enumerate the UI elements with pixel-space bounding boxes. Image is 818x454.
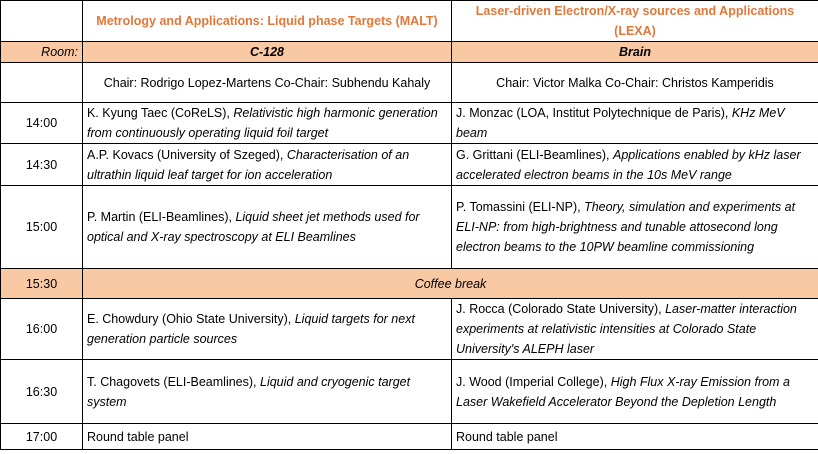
speaker: J. Rocca (Colorado State University), <box>456 302 666 316</box>
talk-title: Liquid and cryogenic target system <box>87 374 411 409</box>
slot-row <box>1 186 818 269</box>
talk-title: KHz MeV beam <box>456 106 785 140</box>
chair-right: Chair: Victor Malka Co-Chair: Christos Kamperidis <box>452 63 818 103</box>
closing-left: Round table panel <box>83 424 452 450</box>
talk-title: High Flux X-ray Emission from a Laser Wakefield Accelerator Beyond the Depletion Length <box>456 374 790 409</box>
room-left: C-128 <box>83 42 452 63</box>
chair-left: Chair: Rodrigo Lopez-Martens Co-Chair: Subhendu Kahaly <box>83 63 452 103</box>
talk-right <box>452 186 818 269</box>
corner-cell <box>1 1 83 42</box>
talk-right <box>452 144 818 186</box>
talk-left <box>83 103 452 144</box>
coffee-time: 15:30 <box>1 269 83 299</box>
coffee-break-label: Coffee break <box>83 269 818 299</box>
slot-time: 16:30 <box>1 360 83 424</box>
slot-row <box>1 103 818 144</box>
talk-title: Characterisation of an ultrathin liquid leaf target for ion acceleration <box>87 147 410 182</box>
slot-row <box>1 299 818 360</box>
speaker: J. Monzac (LOA, Institut Polytechnique de Paris), <box>456 106 732 120</box>
talk-right <box>452 360 818 424</box>
talk-title: Liquid targets for next generation particle sources <box>87 312 415 346</box>
room-right: Brain <box>452 42 818 63</box>
coffee-row <box>1 269 818 299</box>
speaker: P. Martin (ELI-Beamlines), <box>87 210 236 224</box>
talk-right <box>452 299 818 360</box>
talk-left <box>83 186 452 269</box>
talk-left <box>83 144 452 186</box>
slot-time: 14:00 <box>1 103 83 144</box>
talk-title: Relativistic high harmonic generation from continuously operating liquid foil target <box>87 106 438 140</box>
speaker: J. Wood (Imperial College), <box>456 374 611 389</box>
slot-row <box>1 144 818 186</box>
talk-title: Applications enabled by kHz laser accelerated electron beams in the 10s MeV range <box>456 147 801 182</box>
room-label: Room: <box>1 42 83 63</box>
talk-right <box>452 103 818 144</box>
session-title-malt: Metrology and Applications: Liquid phase Targets (MALT) <box>83 1 452 42</box>
slot-time: 15:00 <box>1 186 83 269</box>
talk-title: Liquid sheet jet methods used for optical and X-ray spectroscopy at ELI Beamlines <box>87 210 420 244</box>
session-header-row <box>1 1 818 42</box>
speaker: K. Kyung Taec (CoReLS), <box>87 106 234 120</box>
talk-title: Laser-matter interaction experiments at relativistic intensities at Colorado State University's ALEPH laser <box>456 302 797 356</box>
session-title-lexa: Laser-driven Electron/X-ray sources and Applications (LEXA) <box>452 1 818 42</box>
chair-row <box>1 63 818 103</box>
talk-left <box>83 299 452 360</box>
talk-title: Theory, simulation and experiments at ELI-NP: from high-brightness and tunable attosecond long electron beams to the 10PW beamline commissioning <box>456 200 796 254</box>
talk-left <box>83 360 452 424</box>
closing-right: Round table panel <box>452 424 818 450</box>
speaker: P. Tomassini (ELI-NP), <box>456 200 585 214</box>
slot-time: 14:30 <box>1 144 83 186</box>
speaker: E. Chowdury (Ohio State University), <box>87 312 295 326</box>
closing-time: 17:00 <box>1 424 83 450</box>
speaker: G. Grittani (ELI-Beamlines), <box>456 147 613 162</box>
speaker: A.P. Kovacs (University of Szeged), <box>87 147 287 162</box>
closing-row <box>1 424 818 450</box>
slot-time: 16:00 <box>1 299 83 360</box>
chair-time-cell <box>1 63 83 103</box>
speaker: T. Chagovets (ELI-Beamlines), <box>87 374 260 389</box>
slot-row <box>1 360 818 424</box>
room-row <box>1 42 818 63</box>
